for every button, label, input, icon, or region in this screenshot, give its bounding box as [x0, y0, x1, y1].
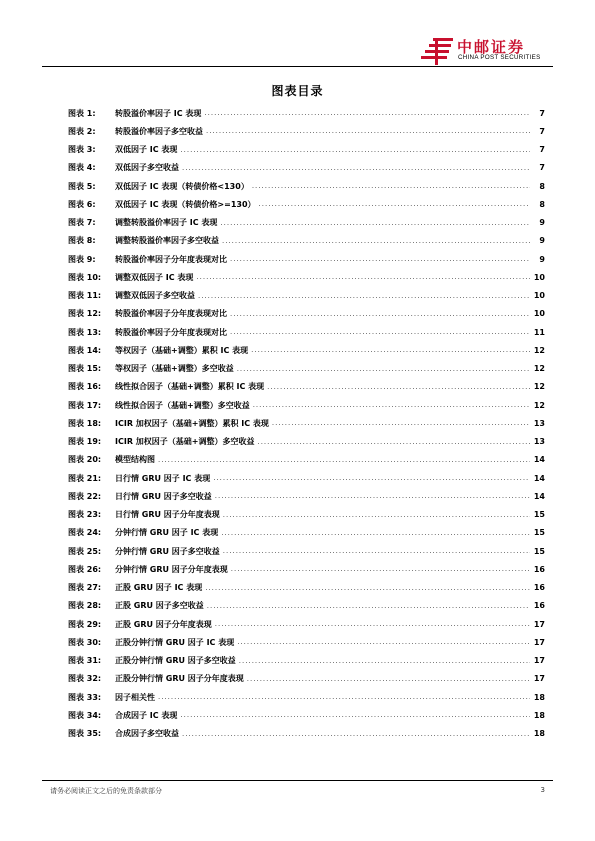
toc-entry[interactable]: [68, 433, 545, 451]
toc-entry-title: 线性拟合因子（基础+调整）多空收益: [115, 400, 250, 410]
toc-entry-title: 正股 GRU 因子多空收益: [115, 601, 204, 611]
footer-disclaimer: 请务必阅读正文之后的免责条款部分: [50, 787, 162, 795]
toc-entry-page: 11: [533, 327, 545, 337]
toc-entry-page: 12: [533, 382, 545, 392]
toc-entry-label: 图表 18:: [68, 418, 102, 428]
toc-entry-label: 图表 5:: [68, 181, 96, 191]
toc-leader-dots: [196, 273, 530, 281]
toc-entry-page: 10: [533, 291, 545, 301]
toc-entry-label: 图表 28:: [68, 601, 102, 611]
toc-entry[interactable]: [68, 633, 545, 651]
toc-leader-dots: [222, 237, 530, 245]
toc-entry[interactable]: [68, 652, 545, 670]
toc-entry-title: 转股溢价率因子 IC 表现: [115, 108, 202, 118]
toc-entry-title: 转股溢价率因子多空收益: [115, 126, 203, 136]
toc-entry-page: 13: [533, 437, 545, 447]
toc-entry[interactable]: [68, 688, 545, 706]
toc-entry[interactable]: [68, 360, 545, 378]
toc-entry[interactable]: [68, 104, 545, 122]
toc-entry-label: 图表 22:: [68, 491, 102, 501]
toc-leader-dots: [180, 146, 530, 154]
toc-entry-title: 正股分钟行情 GRU 因子 IC 表现: [115, 637, 235, 647]
toc-entry-page: 10: [533, 309, 545, 319]
toc-leader-dots: [205, 584, 530, 592]
toc-entry[interactable]: [68, 451, 545, 469]
toc-entry-title: 模型结构图: [115, 455, 155, 465]
toc-entry-page: 7: [539, 145, 545, 155]
toc-leader-dots: [215, 492, 530, 500]
toc-leader-dots: [272, 419, 530, 427]
toc-entry-label: 图表 3:: [68, 145, 96, 155]
toc-leader-dots: [223, 547, 530, 555]
toc-entry-label: 图表 20:: [68, 455, 102, 465]
toc-entry-page: 12: [533, 400, 545, 410]
toc-entry[interactable]: [68, 305, 545, 323]
toc-entry[interactable]: [68, 268, 545, 286]
toc-leader-dots: [206, 127, 530, 135]
toc-entry[interactable]: [68, 323, 545, 341]
toc-entry-label: 图表 21:: [68, 473, 102, 483]
toc-entry[interactable]: [68, 214, 545, 232]
toc-entry-page: 8: [539, 199, 545, 209]
toc-entry[interactable]: [68, 232, 545, 250]
toc-entry[interactable]: [68, 287, 545, 305]
toc-entry-label: 图表 31:: [68, 656, 102, 666]
toc-entry-page: 15: [533, 546, 545, 556]
toc-leader-dots: [182, 164, 530, 172]
toc-leader-dots: [251, 346, 530, 354]
toc-entry-page: 9: [539, 218, 545, 228]
toc-entry-title: 调整转股溢价率因子 IC 表现: [115, 218, 218, 228]
toc-entry[interactable]: [68, 706, 545, 724]
toc-leader-dots: [247, 675, 530, 683]
toc-entry-label: 图表 30:: [68, 637, 102, 647]
china-post-logo-icon: [421, 36, 455, 66]
toc-entry-title: ICIR 加权因子（基础+调整）多空收益: [115, 437, 255, 447]
toc-entry-page: 18: [533, 729, 545, 739]
toc-leader-dots: [257, 438, 530, 446]
toc-entry-label: 图表 9:: [68, 254, 96, 264]
toc-entry-label: 图表 19:: [68, 437, 102, 447]
toc-leader-dots: [237, 638, 530, 646]
toc-entry[interactable]: [68, 524, 545, 542]
toc-leader-dots: [182, 730, 530, 738]
toc-entry[interactable]: [68, 141, 545, 159]
toc-entry-page: 18: [533, 692, 545, 702]
toc-entry-label: 图表 26:: [68, 564, 102, 574]
toc-entry-page: 10: [533, 272, 545, 282]
toc-entry-page: 17: [533, 656, 545, 666]
header-divider: [42, 66, 553, 67]
toc-leader-dots: [158, 693, 530, 701]
toc-leader-dots: [253, 401, 530, 409]
logo-chinese-name: 中邮证券: [457, 38, 526, 56]
toc-entry-label: 图表 25:: [68, 546, 102, 556]
company-logo: [421, 36, 551, 66]
toc-leader-dots: [213, 474, 530, 482]
toc-entry-label: 图表 29:: [68, 619, 102, 629]
toc-entry[interactable]: [68, 506, 545, 524]
toc-entry[interactable]: [68, 195, 545, 213]
toc-entry-label: 图表 12:: [68, 309, 102, 319]
toc-leader-dots: [180, 711, 530, 719]
toc-leader-dots: [237, 365, 530, 373]
toc-leader-dots: [221, 529, 530, 537]
toc-entry-label: 图表 10:: [68, 272, 102, 282]
toc-entry-page: 9: [539, 254, 545, 264]
toc-entry-page: 9: [539, 236, 545, 246]
toc-entry[interactable]: [68, 560, 545, 578]
toc-entry-label: 图表 7:: [68, 218, 96, 228]
toc-entry-title: 双低因子多空收益: [115, 163, 179, 173]
toc-entry-title: 转股溢价率因子分年度表现对比: [115, 309, 227, 319]
toc-entry[interactable]: [68, 396, 545, 414]
toc-leader-dots: [252, 182, 530, 190]
toc-entry-title: 转股溢价率因子分年度表现对比: [115, 327, 227, 337]
toc-entry-page: 15: [533, 510, 545, 520]
toc-entry[interactable]: [68, 177, 545, 195]
toc-entry-page: 13: [533, 418, 545, 428]
toc-entry-title: 双低因子 IC 表现: [115, 145, 178, 155]
toc-leader-dots: [239, 657, 530, 665]
toc-entry-title: 调整双低因子 IC 表现: [115, 272, 194, 282]
toc-leader-dots: [230, 255, 530, 263]
toc-leader-dots: [204, 109, 530, 117]
toc-entry-title: 调整转股溢价率因子多空收益: [115, 236, 219, 246]
toc-entry-page: 17: [533, 674, 545, 684]
toc-entry[interactable]: [68, 159, 545, 177]
toc-entry[interactable]: [68, 579, 545, 597]
page-number: 3: [540, 786, 545, 794]
toc-entry-page: 17: [533, 619, 545, 629]
toc-entry[interactable]: [68, 597, 545, 615]
toc-entry[interactable]: [68, 469, 545, 487]
toc-leader-dots: [158, 456, 530, 464]
toc-entry-page: 14: [533, 455, 545, 465]
toc-entry-label: 图表 32:: [68, 674, 102, 684]
toc-entry-page: 17: [533, 637, 545, 647]
toc-entry[interactable]: [68, 341, 545, 359]
toc-entry[interactable]: [68, 542, 545, 560]
toc-entry-page: 7: [539, 163, 545, 173]
toc-entry-title: 因子相关性: [115, 692, 155, 702]
toc-entry-title: 合成因子多空收益: [115, 729, 179, 739]
toc-leader-dots: [198, 292, 530, 300]
toc-entry-title: 日行情 GRU 因子 IC 表现: [115, 473, 211, 483]
toc-entry-label: 图表 15:: [68, 364, 102, 374]
toc-entry-label: 图表 35:: [68, 729, 102, 739]
toc-entry[interactable]: [68, 414, 545, 432]
toc-leader-dots: [231, 565, 530, 573]
toc-entry-label: 图表 27:: [68, 583, 102, 593]
toc-entry-title: 双低因子 IC 表现（转债价格>=130）: [115, 199, 256, 209]
toc-entry-page: 12: [533, 345, 545, 355]
toc-leader-dots: [230, 328, 530, 336]
toc-leader-dots: [230, 310, 530, 318]
toc-entry-label: 图表 6:: [68, 199, 96, 209]
toc-entry-page: 8: [539, 181, 545, 191]
table-of-figures: [68, 104, 545, 743]
toc-entry-title: 正股 GRU 因子分年度表现: [115, 619, 212, 629]
toc-entry-page: 15: [533, 528, 545, 538]
toc-entry-page: 7: [539, 108, 545, 118]
toc-entry-label: 图表 16:: [68, 382, 102, 392]
toc-entry[interactable]: [68, 378, 545, 396]
toc-entry-label: 图表 23:: [68, 510, 102, 520]
toc-entry-title: 分钟行情 GRU 因子多空收益: [115, 546, 220, 556]
toc-entry-title: ICIR 加权因子（基础+调整）累积 IC 表现: [115, 418, 269, 428]
toc-entry-page: 16: [533, 601, 545, 611]
toc-entry-label: 图表 13:: [68, 327, 102, 337]
toc-leader-dots: [220, 219, 530, 227]
toc-entry-page: 18: [533, 710, 545, 720]
toc-entry[interactable]: [68, 487, 545, 505]
toc-entry-title: 双低因子 IC 表现（转债价格<130）: [115, 181, 249, 191]
toc-entry[interactable]: [68, 615, 545, 633]
toc-entry-title: 等权因子（基础+调整）累积 IC 表现: [115, 345, 249, 355]
toc-leader-dots: [223, 511, 530, 519]
toc-entry-label: 图表 2:: [68, 126, 96, 136]
toc-entry[interactable]: [68, 670, 545, 688]
toc-entry-title: 正股分钟行情 GRU 因子多空收益: [115, 656, 236, 666]
toc-entry-label: 图表 8:: [68, 236, 96, 246]
toc-entry-page: 14: [533, 491, 545, 501]
toc-leader-dots: [215, 620, 530, 628]
toc-entry-label: 图表 1:: [68, 108, 96, 118]
toc-entry-label: 图表 14:: [68, 345, 102, 355]
toc-entry-label: 图表 4:: [68, 163, 96, 173]
footer-divider: [42, 780, 553, 781]
toc-entry-title: 转股溢价率因子分年度表现对比: [115, 254, 227, 264]
toc-entry-title: 日行情 GRU 因子多空收益: [115, 491, 212, 501]
toc-entry-title: 正股分钟行情 GRU 因子分年度表现: [115, 674, 244, 684]
toc-entry-page: 16: [533, 583, 545, 593]
toc-title: 图表目录: [271, 84, 324, 98]
toc-entry-page: 14: [533, 473, 545, 483]
toc-entry-title: 等权因子（基础+调整）多空收益: [115, 364, 234, 374]
toc-entry-title: 合成因子 IC 表现: [115, 710, 178, 720]
toc-entry-title: 分钟行情 GRU 因子 IC 表现: [115, 528, 219, 538]
toc-leader-dots: [259, 200, 530, 208]
toc-entry-label: 图表 33:: [68, 692, 102, 702]
toc-entry-title: 日行情 GRU 因子分年度表现: [115, 510, 220, 520]
toc-entry-page: 12: [533, 364, 545, 374]
logo-english-name: CHINA POST SECURITIES: [458, 54, 541, 61]
toc-entry-label: 图表 24:: [68, 528, 102, 538]
toc-entry-title: 正股 GRU 因子 IC 表现: [115, 583, 203, 593]
toc-leader-dots: [267, 383, 530, 391]
toc-entry-page: 7: [539, 126, 545, 136]
toc-entry-page: 16: [533, 564, 545, 574]
toc-entry-label: 图表 11:: [68, 291, 102, 301]
toc-entry[interactable]: [68, 250, 545, 268]
toc-entry-title: 调整双低因子多空收益: [115, 291, 195, 301]
toc-entry-label: 图表 17:: [68, 400, 102, 410]
toc-leader-dots: [207, 602, 530, 610]
toc-entry[interactable]: [68, 725, 545, 743]
toc-entry-title: 分钟行情 GRU 因子分年度表现: [115, 564, 228, 574]
toc-entry[interactable]: [68, 122, 545, 140]
toc-entry-title: 线性拟合因子（基础+调整）累积 IC 表现: [115, 382, 265, 392]
toc-entry-label: 图表 34:: [68, 710, 102, 720]
